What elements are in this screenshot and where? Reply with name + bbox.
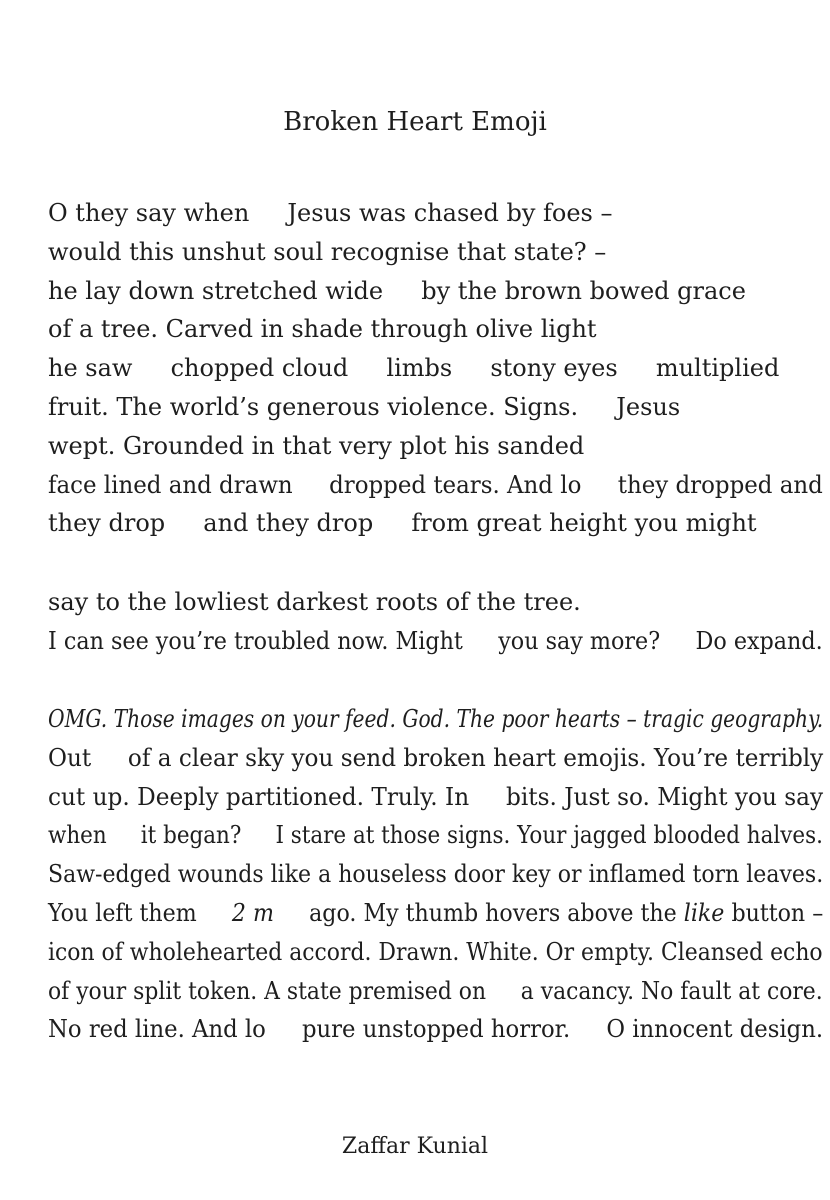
stanza-1: [48, 194, 823, 543]
poem-line: Saw-edged wounds like a houseless door key or inflamed torn leaves.: [48, 860, 824, 889]
poem-line: wept. Grounded in that very plot his sanded: [48, 431, 585, 460]
poem-line: of a tree. Carved in shade through olive light: [48, 315, 597, 344]
line-segment: ago. My thumb hovers above the: [273, 898, 684, 927]
poem-line: he lay down stretched wide by the brown bowed grace: [48, 276, 746, 305]
poem-line: fruit. The world’s generous violence. Signs. Jesus: [48, 392, 681, 421]
poem-line: No red line. And lo pure unstopped horror. O innocent design.: [48, 1015, 824, 1044]
poem-line: of your split token. A state premised on a vacancy. No fault at core.: [48, 976, 823, 1005]
poem-line: he saw chopped cloud limbs stony eyes multiplied: [48, 354, 780, 383]
poem-line: Out of a clear sky you send broken heart emojis. You’re terribly: [48, 743, 824, 772]
poem-line-italic: OMG. Those images on your feed. God. The poor hearts – tragic geography.: [48, 705, 824, 733]
poem-line: say to the lowliest darkest roots of the tree.: [48, 588, 581, 616]
poem-line: face lined and drawn dropped tears. And lo they dropped and: [48, 470, 823, 499]
time-ago-italic: 2 m: [231, 898, 274, 927]
poem-line: O they say when Jesus was chased by foes –: [48, 199, 613, 227]
author-name: Zaffar Kunial: [341, 1134, 489, 1159]
poem-line: cut up. Deeply partitioned. Truly. In bits. Just so. Might you say: [48, 782, 824, 811]
stanza-2: [48, 583, 823, 661]
like-word-italic: like: [683, 898, 725, 927]
poem-title: Broken Heart Emoji: [283, 107, 547, 137]
poem-line: they drop and they drop from great height you might: [48, 509, 757, 538]
poem-line: when it began? I stare at those signs. Your jagged blooded halves.: [48, 821, 823, 850]
stanza-3: [48, 700, 824, 1049]
poem-line: would this unshut soul recognise that state? –: [48, 237, 607, 266]
poem-line: [48, 894, 824, 933]
poem-line: I can see you’re troubled now. Might you say more? Do expand.: [48, 626, 823, 655]
line-segment: button –: [724, 898, 824, 927]
poem-line: icon of wholehearted accord. Drawn. White. Or empty. Cleansed echo: [48, 937, 823, 966]
line-segment: You left them: [48, 898, 232, 927]
